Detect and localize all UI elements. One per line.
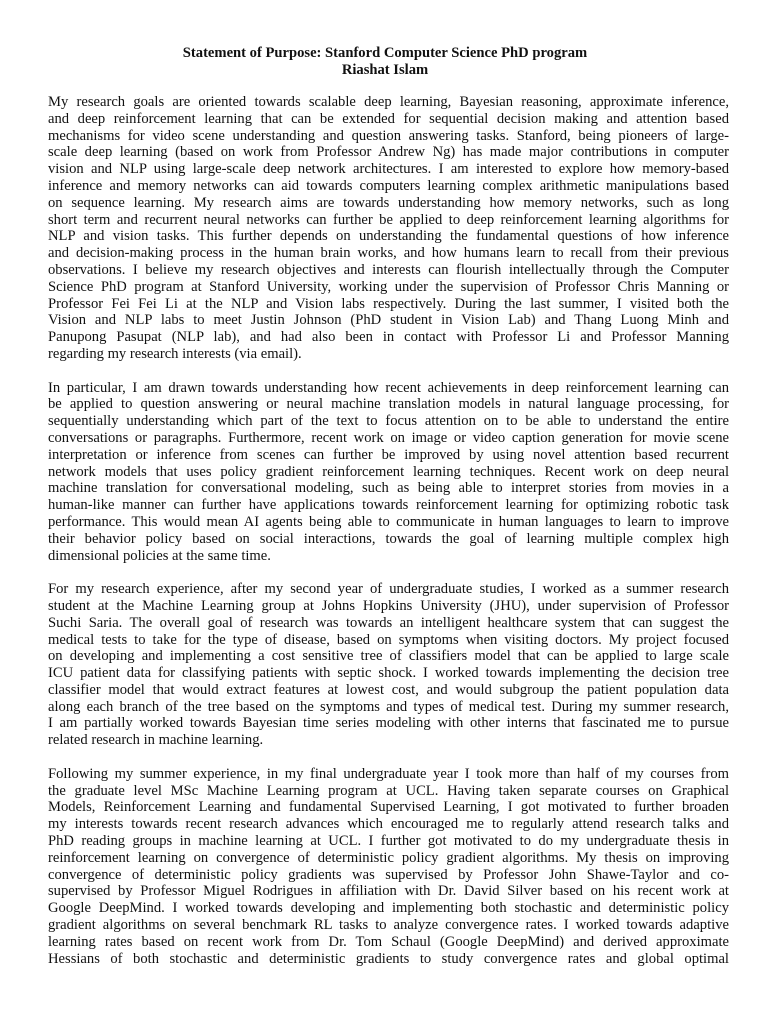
text-line: student at the Machine Learning group at Johns Hopkins University (JHU), under supervision of Professor <box>48 597 729 614</box>
text-line: network models that uses policy gradient reinforcement learning techniques. Recent work on deep neural <box>48 463 729 480</box>
document-header <box>0 45 770 79</box>
text-line: be applied to question answering or neural machine translation models in natural language processing, for <box>48 396 729 413</box>
text-line: learning rates based on recent work from Dr. Tom Schaul (Google DeepMind) and derived approximate <box>48 933 729 950</box>
text-line: Following my summer experience, in my final undergraduate year I took more than half of my courses from <box>48 765 729 782</box>
text-line: ICU patient data for classifying patients with septic shock. I worked towards implementing the decision tree <box>48 665 729 682</box>
document-title: Statement of Purpose: Stanford Computer Science PhD program <box>182 45 588 61</box>
text-line: machine translation for conversational modeling, such as being able to interpret stories from movies in a <box>48 480 729 497</box>
text-line: PhD reading groups in machine learning at UCL. I further got motivated to do my undergraduate thesis in <box>48 833 729 850</box>
text-line: gradient algorithms on several benchmark RL tasks to analyze convergence rates. I worked towards adaptive <box>48 917 729 934</box>
paragraph <box>48 766 729 968</box>
paragraph <box>48 94 729 363</box>
text-line: Google DeepMind. I worked towards developing and implementing both stochastic and deterministic policy <box>48 900 729 917</box>
text-line: conversations or paragraphs. Furthermore, recent work on image or video caption generation for movie scene <box>48 429 729 446</box>
text-line: observations. I believe my research objectives and interests can flourish intellectually through the Computer <box>48 261 729 278</box>
text-line: Models, Reinforcement Learning and fundamental Supervised Learning, I got motivated to further broaden <box>48 799 729 816</box>
text-line: interpretation or inference from scenes can further be improved by using novel attention based recurrent <box>48 446 729 463</box>
text-line: My research goals are oriented towards scalable deep learning, Bayesian reasoning, approximate inference, <box>48 94 729 110</box>
text-line: short term and recurrent neural networks can further be applied to deep reinforcement learning algorithms for <box>48 211 729 228</box>
text-line: and deep reinforcement learning that can be extended for sequential decision making and attention based <box>48 110 729 127</box>
text-line: convergence of deterministic policy gradients was supervised by Professor John Shawe-Taylor and co- <box>48 866 729 883</box>
text-line: For my research experience, after my second year of undergraduate studies, I worked as a summer research <box>48 581 729 598</box>
text-line: scale deep learning (based on work from Professor Andrew Ng) has made major contributions in computer <box>48 144 729 161</box>
text-line: supervised by Professor Miguel Rodrigues in affiliation with Dr. David Silver based on his recent work at <box>48 883 729 900</box>
text-line: Professor Fei Fei Li at the NLP and Vision labs respectively. During the last summer, I visited both the <box>48 295 729 312</box>
paragraph <box>48 380 729 565</box>
text-line: inference and memory networks can aid towards computers learning complex arithmetic manipulations based <box>48 177 729 194</box>
text-line: related research in machine learning. <box>48 732 264 749</box>
text-line: my interests towards recent research advances which encouraged me to regularly attend research talks and <box>48 816 729 833</box>
text-line: sequentially understanding which part of the text to focus attention on to be able to understand the entire <box>48 413 729 430</box>
text-line: Hessians of both stochastic and deterministic gradients to study convergence rates and global optimal <box>48 950 729 967</box>
text-line: dimensional policies at the same time. <box>48 547 271 564</box>
text-line: NLP and vision tasks. This further depends on understanding the fundamental questions of how inference <box>48 228 729 245</box>
text-line: the graduate level MSc Machine Learning program at UCL. Having taken separate courses on Graphical <box>48 782 729 799</box>
text-line: Vision and NLP labs to meet Justin Johnson (PhD student in Vision Lab) and Thang Luong Minh and <box>48 312 729 329</box>
text-line: their behavior policy based on social interactions, towards the goal of learning multiple complex high <box>48 530 729 547</box>
paragraph <box>48 581 729 749</box>
text-line: medical tests to take for the type of disease, based on symptoms when visiting doctors. My project focused <box>48 631 729 648</box>
text-line: classifier model that would extract features at lowest cost, and would subgroup the patient population data <box>48 681 729 698</box>
document-body <box>48 94 729 984</box>
text-line: along each branch of the tree based on the symptoms and types of medical test. During my summer research, <box>48 698 729 715</box>
text-line: mechanisms for video scene understanding and question answering tasks. Stanford, being pioneers of large- <box>48 127 729 144</box>
text-line: reinforcement learning on convergence of deterministic policy gradient algorithms. My thesis on improving <box>48 849 729 866</box>
text-line: I am partially worked towards Bayesian time series modeling with other interns that fascinated me to pursue <box>48 715 729 732</box>
text-line: and decision-making process in the human brain works, and how humans learn to recall from their previous <box>48 245 729 262</box>
document-author: Riashat Islam <box>341 62 429 78</box>
text-line: performance. This would mean AI agents being able to communicate in human languages to learn to improve <box>48 513 729 530</box>
text-line: Suchi Saria. The overall goal of research was towards an intelligent healthcare system that can suggest the <box>48 614 729 631</box>
text-line: In particular, I am drawn towards understanding how recent achievements in deep reinforcement learning can <box>48 379 729 396</box>
text-line: vision and NLP using large-scale deep network architectures. I am interested to explore how memory-based <box>48 161 729 178</box>
text-line: on sequence learning. My research aims are towards understanding how memory networks, such as long <box>48 194 729 211</box>
text-line: on developing and implementing a cost sensitive tree of classifiers model that can be applied to large scale <box>48 648 729 665</box>
text-line: regarding my research interests (via email). <box>48 345 302 362</box>
text-line: human-like manner can further have applications towards reinforcement learning for optimizing robotic task <box>48 497 729 514</box>
text-line: Science PhD program at Stanford University, working under the supervision of Professor Chris Manning or <box>48 278 729 295</box>
text-line: Panupong Pasupat (NLP lab), and had also been in contact with Professor Li and Professor Manning <box>48 329 729 346</box>
